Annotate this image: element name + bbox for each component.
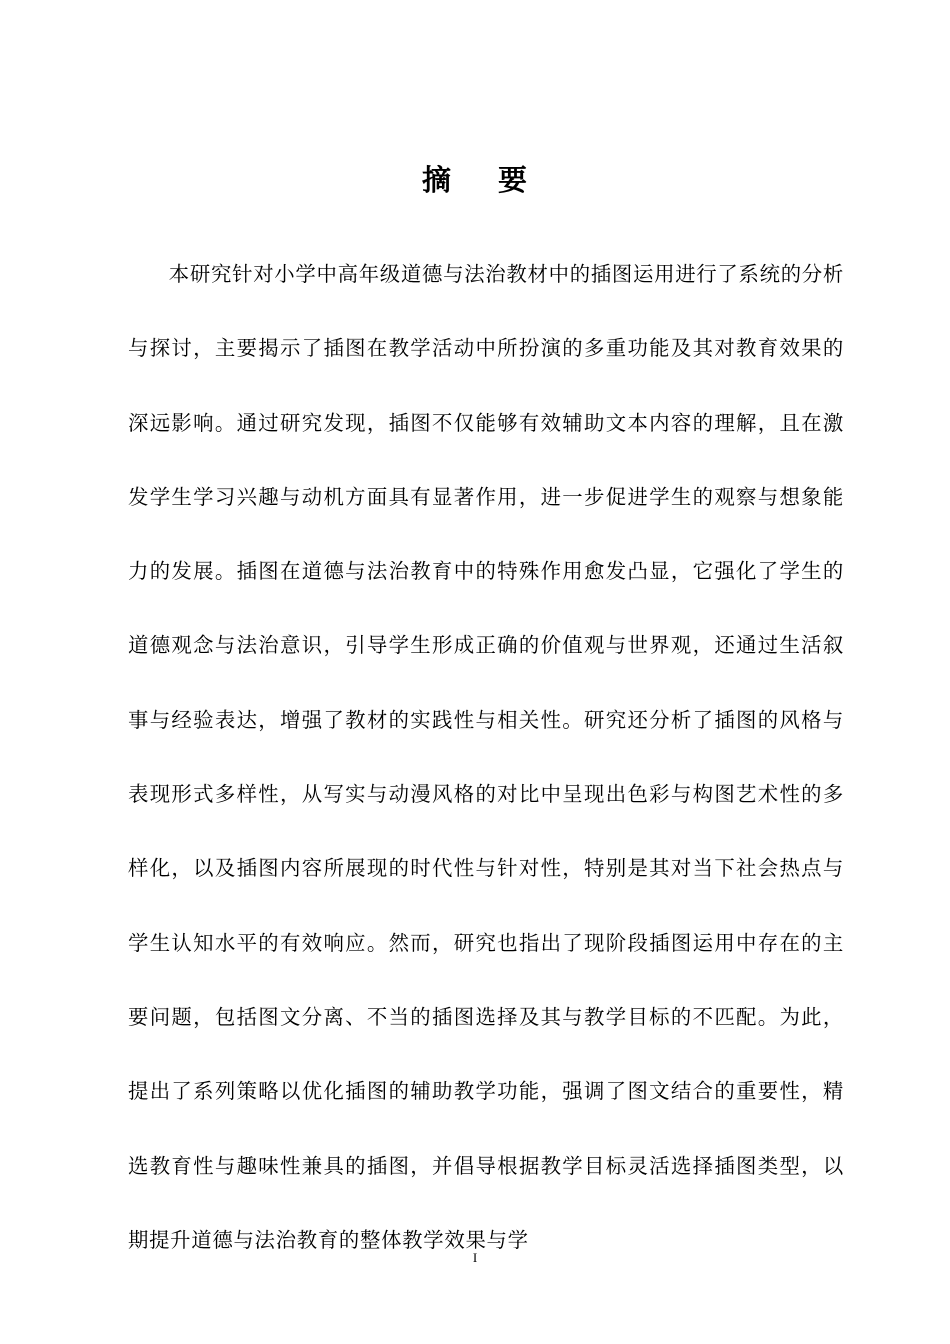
- abstract-paragraph: 本研究针对小学中高年级道德与法治教材中的插图运用进行了系统的分析与探讨，主要揭示了插图在教学活动中所扮演的多重功能及其对教育效果的深远影响。通过研究发现，插图不仅能够有效辅助文本内容的理解，且在激发学生学习兴趣与动机方面具有显著作用，进一步促进学生的观察与想象能力的发展。插图在道德与法治教育中的特殊作用愈发凸显，它强化了学生的道德观念与法治意识，引导学生形成正确的价值观与世界观，还通过生活叙事与经验表达，增强了教材的实践性与相关性。研究还分析了插图的风格与表现形式多样性，从写实与动漫风格的对比中呈现出色彩与构图艺术性的多样化，以及插图内容所展现的时代性与针对性，特别是其对当下社会热点与学生认知水平的有效响应。然而，研究也指出了现阶段插图运用中存在的主要问题，包括图文分离、不当的插图选择及其与教学目标的不匹配。为此，提出了系列策略以优化插图的辅助教学功能，强调了图文结合的重要性，精选教育性与趣味性兼具的插图，并倡导根据教学目标灵活选择插图类型，以期提升道德与法治教育的整体教学效果与学: [128, 262, 844, 1252]
- page-number: I: [472, 1250, 478, 1265]
- title-char-1: 摘: [421, 163, 452, 197]
- title-char-2: 要: [498, 163, 529, 197]
- page-title: [0, 160, 950, 200]
